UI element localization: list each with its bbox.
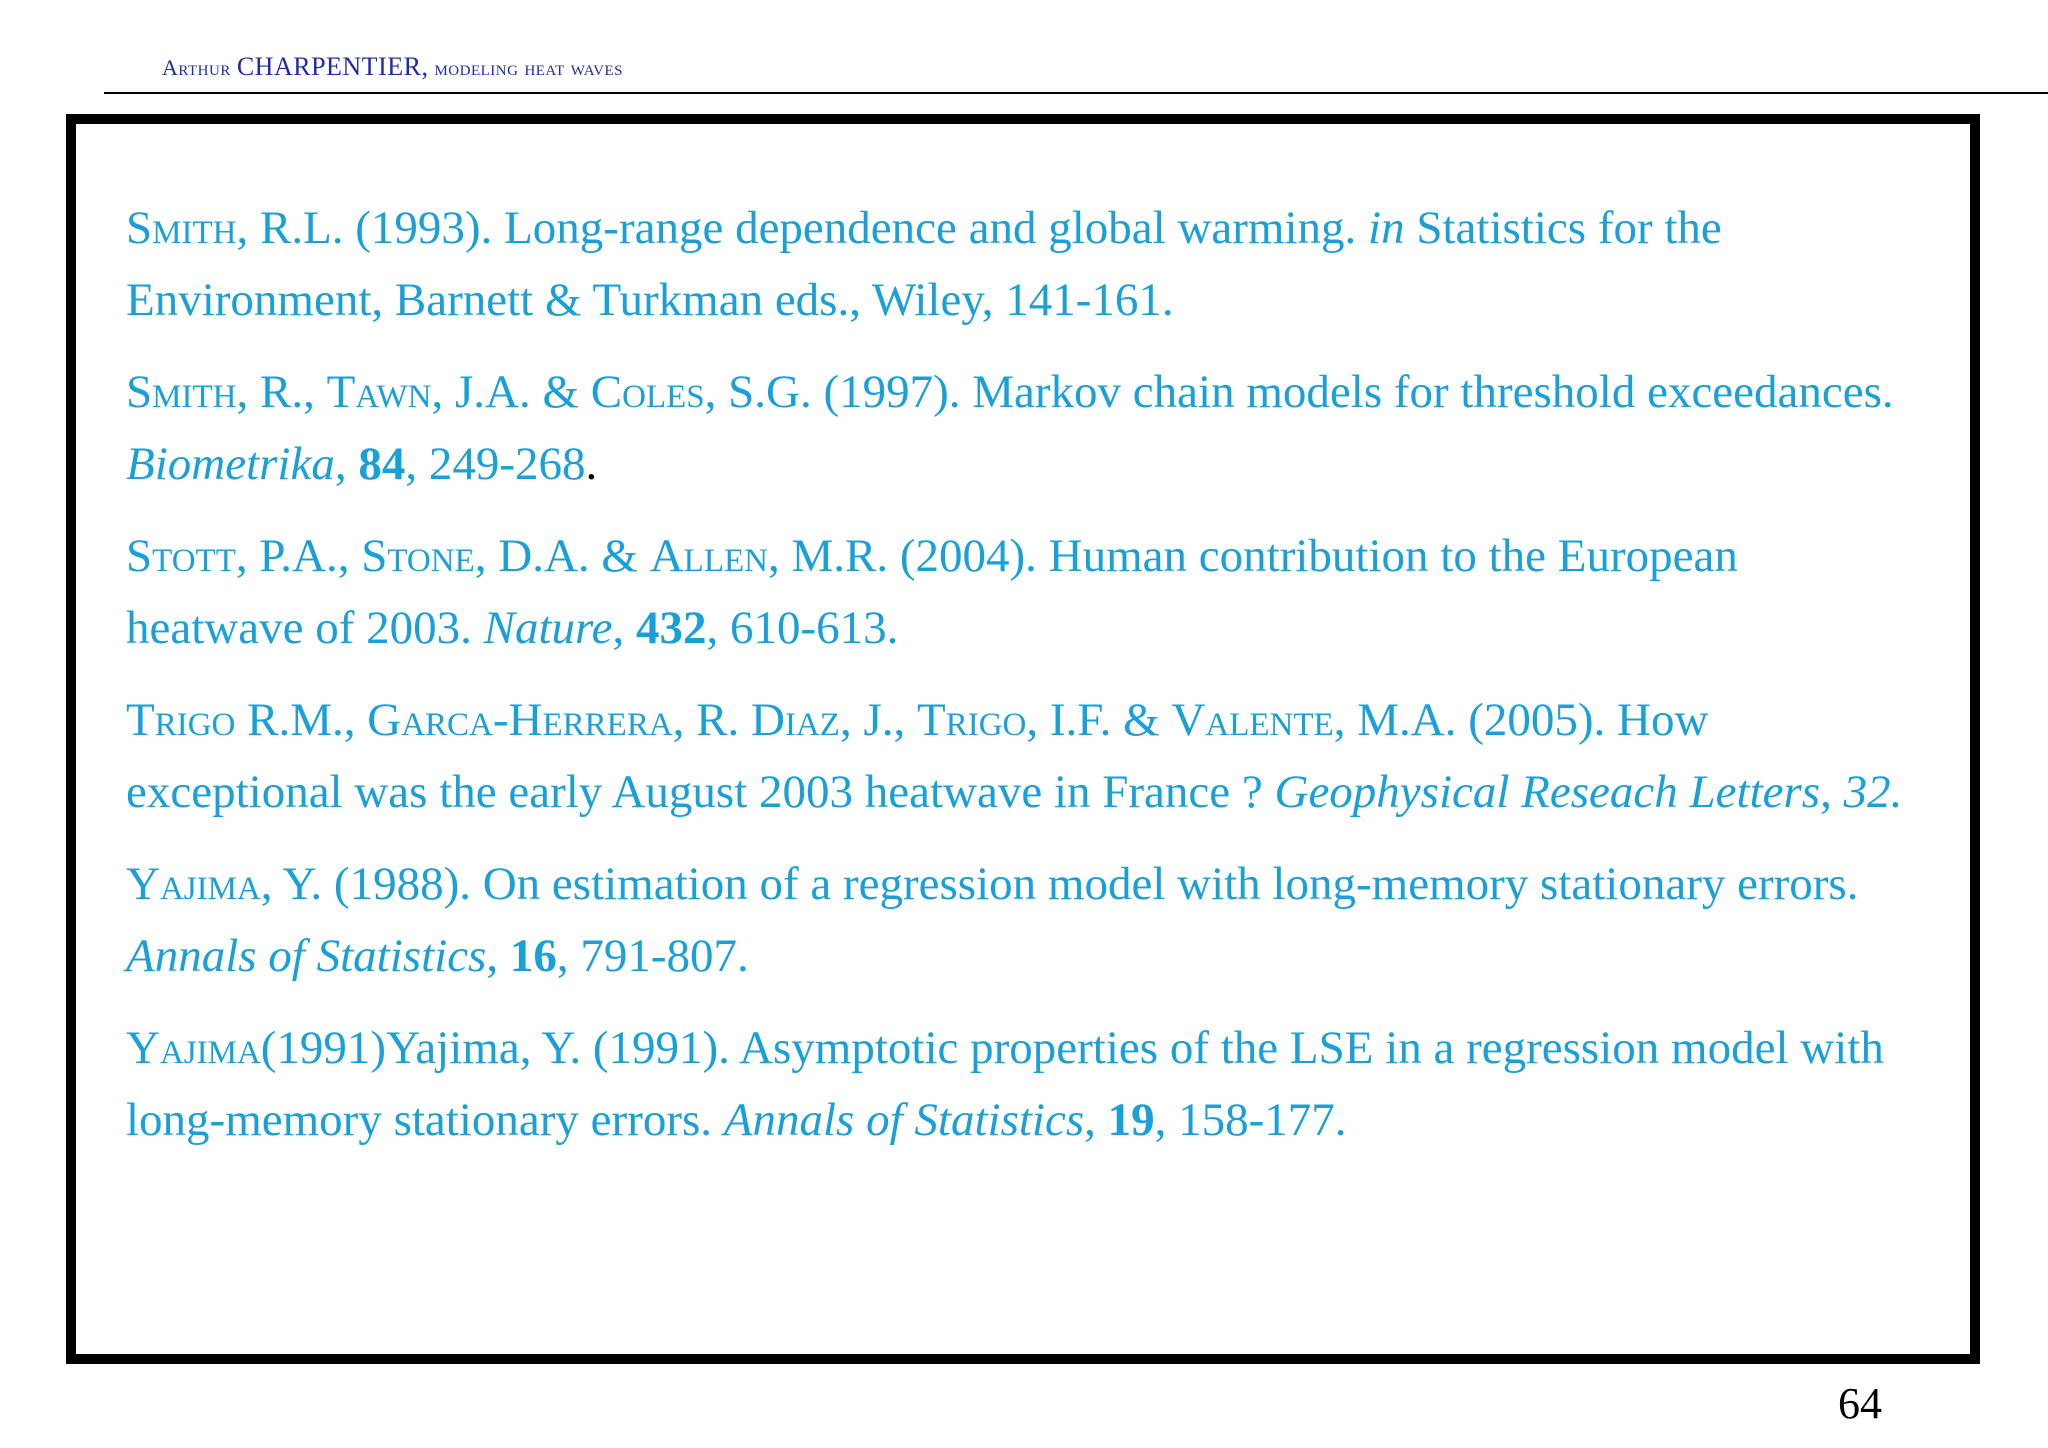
ref-end: . [585, 438, 598, 490]
ref-author: Coles [590, 366, 705, 418]
ref-volume: 16 [509, 930, 557, 982]
ref-text: , [1084, 1094, 1108, 1146]
ref-author: Diaz [751, 694, 840, 746]
ref-text: , [1820, 766, 1844, 818]
ref-pages: , 249-268 [405, 438, 586, 490]
ref-italic: in [1368, 202, 1405, 254]
ref-text: , D.A. & [474, 530, 650, 582]
ref-author: Smith [126, 366, 237, 418]
ref-text: R.M., [235, 694, 368, 746]
ref-text: (1991)Yajima, Y. (1991). Asymptotic properties of the LSE in a regression model with long-memory stationary errors. [126, 1022, 1884, 1146]
ref-author: Stott [126, 530, 236, 582]
ref-volume: 432 [635, 602, 707, 654]
ref-volume: 19 [1107, 1094, 1155, 1146]
ref-pages: , 610-613. [706, 602, 899, 654]
ref-volume: 84 [358, 438, 406, 490]
ref-text: , R. [672, 694, 752, 746]
ref-journal: Nature [483, 602, 613, 654]
ref-text: , M.A. (2005). How exceptional was the early August 2003 heatwave in France ? [126, 694, 1709, 818]
ref-pages: , 158-177. [1154, 1094, 1347, 1146]
ref-text: Statistics for the Environment, Barnett & Turkman eds., Wiley, 141-161. [126, 202, 1722, 326]
ref-author: Tawn [326, 366, 432, 418]
ref-text: , Y. (1988). On estimation of a regression model with long-memory stationary errors. [260, 858, 1859, 910]
ref-text: , [612, 602, 636, 654]
reference-item [126, 356, 1926, 500]
ref-pages: , 791-807. [556, 930, 749, 982]
ref-author: Allen [649, 530, 768, 582]
ref-author: Stone [361, 530, 475, 582]
ref-author: Trigo [917, 694, 1027, 746]
ref-author: Garca-Herrera [367, 694, 673, 746]
ref-volume: 32. [1843, 766, 1903, 818]
reference-item [126, 684, 1926, 828]
reference-item [126, 848, 1926, 992]
header-title: modeling heat waves [434, 55, 623, 80]
ref-text: , [334, 438, 359, 490]
header-rule [104, 92, 2048, 94]
ref-text: , R.L. (1993). Long-range dependence and global warming. [236, 202, 1357, 254]
ref-journal: Annals of Statistics [126, 930, 487, 982]
ref-text: , P.A., [235, 530, 362, 582]
ref-text: , J.A. & [431, 366, 591, 418]
ref-journal: Annals of Statistics [723, 1094, 1085, 1146]
ref-text: , M.R. (2004). Human contribution to the European heatwave of 2003. [126, 530, 1738, 654]
ref-text: , S.G. (1997). Markov chain models for threshold exceedances. [704, 366, 1894, 418]
running-header [162, 52, 623, 82]
ref-author: Trigo [126, 694, 236, 746]
ref-journal: Biometrika [126, 438, 335, 490]
ref-author: Smith [126, 202, 237, 254]
ref-author: Valente [1171, 694, 1334, 746]
reference-item [126, 520, 1926, 664]
ref-journal: Geophysical Reseach Letters [1274, 766, 1821, 818]
ref-text: , R., [236, 366, 327, 418]
ref-text: , [486, 930, 510, 982]
header-author-first: Arthur [162, 55, 231, 80]
reference-list [126, 192, 1926, 1176]
reference-item [126, 192, 1926, 336]
header-author-last: CHARPENTIER, [236, 52, 429, 81]
ref-text: , I.F. & [1026, 694, 1172, 746]
page-number: 64 [1838, 1379, 1882, 1428]
ref-author: Yajima [126, 858, 261, 910]
ref-text: , J., [839, 694, 917, 746]
reference-item [126, 1012, 1926, 1156]
ref-author: Yajima [126, 1022, 261, 1074]
